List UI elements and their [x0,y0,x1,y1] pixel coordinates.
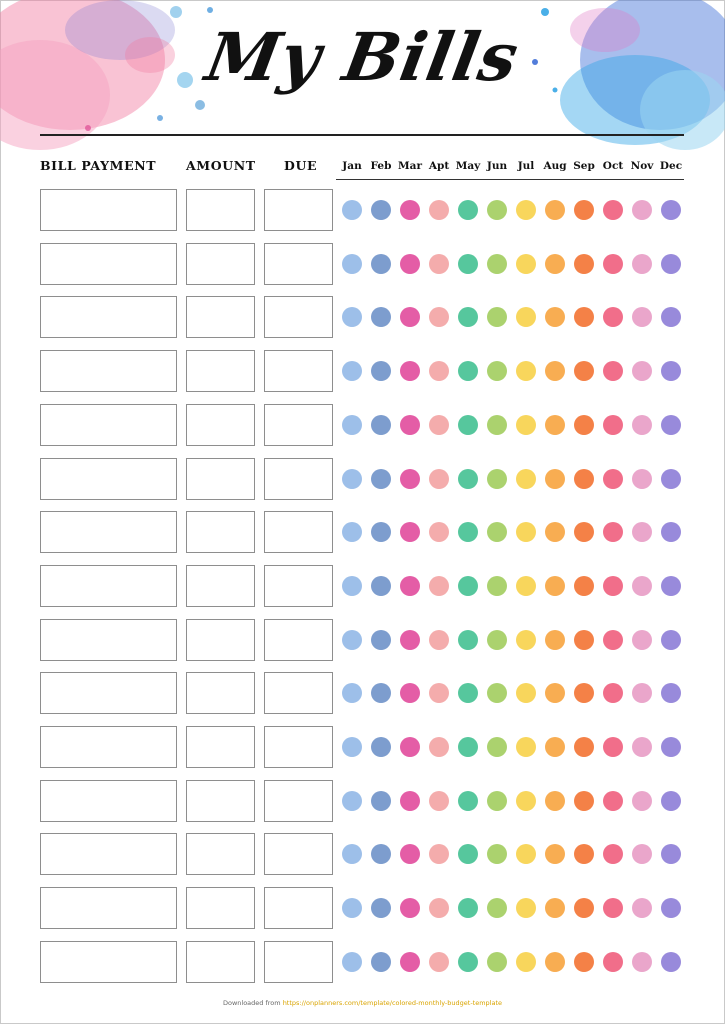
due-field[interactable] [264,672,333,714]
month-dot-may[interactable] [458,576,478,596]
month-dot-sep[interactable] [574,791,594,811]
month-dot-nov[interactable] [632,254,652,274]
month-dot-jan[interactable] [342,683,362,703]
month-dot-apt[interactable] [429,737,449,757]
month-dot-oct[interactable] [603,630,623,650]
month-dot-jul[interactable] [516,791,536,811]
month-dot-aug[interactable] [545,683,565,703]
month-dot-dec[interactable] [661,898,681,918]
column-headers [0,158,725,176]
month-dot-jun[interactable] [487,415,507,435]
month-header-mar: Mar [398,160,422,172]
amount-field[interactable] [186,511,255,553]
month-dot-oct[interactable] [603,200,623,220]
month-dot-apt[interactable] [429,898,449,918]
month-dot-feb[interactable] [371,683,391,703]
month-header-nov: Nov [630,160,654,172]
month-dot-sep[interactable] [574,522,594,542]
month-dot-nov[interactable] [632,415,652,435]
month-dot-mar[interactable] [400,791,420,811]
month-dot-mar[interactable] [400,361,420,381]
month-dot-aug[interactable] [545,791,565,811]
month-dot-feb[interactable] [371,361,391,381]
month-dot-apt[interactable] [429,522,449,542]
month-dot-aug[interactable] [545,469,565,489]
bill-row [0,725,725,771]
month-dot-jul[interactable] [516,898,536,918]
month-dot-mar[interactable] [400,844,420,864]
page-title: My Bills [200,18,525,96]
month-dot-jul[interactable] [516,952,536,972]
month-dot-feb[interactable] [371,737,391,757]
month-dot-feb[interactable] [371,791,391,811]
month-dot-mar[interactable] [400,683,420,703]
month-dot-jun[interactable] [487,361,507,381]
month-dot-nov[interactable] [632,737,652,757]
month-dot-oct[interactable] [603,791,623,811]
month-dot-jan[interactable] [342,254,362,274]
month-dot-jun[interactable] [487,952,507,972]
bill-row [0,457,725,503]
month-dot-dec[interactable] [661,683,681,703]
month-dot-sep[interactable] [574,737,594,757]
month-dot-oct[interactable] [603,469,623,489]
month-dot-jan[interactable] [342,630,362,650]
month-dot-feb[interactable] [371,952,391,972]
month-dot-sep[interactable] [574,952,594,972]
month-dot-sep[interactable] [574,469,594,489]
month-dot-may[interactable] [458,898,478,918]
due-field[interactable] [264,941,333,983]
month-dot-jul[interactable] [516,200,536,220]
month-dot-feb[interactable] [371,415,391,435]
bill-row [0,779,725,825]
month-dot-may[interactable] [458,469,478,489]
amount-field[interactable] [186,404,255,446]
month-dot-jul[interactable] [516,522,536,542]
bill-row [0,618,725,664]
month-dot-dec[interactable] [661,361,681,381]
month-dot-may[interactable] [458,630,478,650]
month-dot-aug[interactable] [545,361,565,381]
month-dot-aug[interactable] [545,254,565,274]
month-dot-may[interactable] [458,952,478,972]
bill-row [0,564,725,610]
month-dot-jan[interactable] [342,576,362,596]
month-dot-jun[interactable] [487,683,507,703]
month-dot-jun[interactable] [487,576,507,596]
bill-row [0,832,725,878]
month-dot-mar[interactable] [400,952,420,972]
month-dot-apt[interactable] [429,200,449,220]
month-dot-apt[interactable] [429,254,449,274]
month-header-may: May [455,160,481,172]
month-dot-sep[interactable] [574,200,594,220]
month-dot-aug[interactable] [545,630,565,650]
month-header-jan: Jan [342,160,362,172]
month-dot-jan[interactable] [342,200,362,220]
month-dot-dec[interactable] [661,952,681,972]
month-dot-apt[interactable] [429,415,449,435]
due-field[interactable] [264,780,333,822]
month-dot-may[interactable] [458,361,478,381]
month-dot-dec[interactable] [661,522,681,542]
month-dot-aug[interactable] [545,576,565,596]
month-dot-sep[interactable] [574,254,594,274]
month-dot-feb[interactable] [371,307,391,327]
month-dot-feb[interactable] [371,898,391,918]
month-dot-jan[interactable] [342,361,362,381]
month-dot-oct[interactable] [603,737,623,757]
due-field[interactable] [264,511,333,553]
due-field[interactable] [264,243,333,285]
month-dot-nov[interactable] [632,200,652,220]
month-dot-aug[interactable] [545,898,565,918]
month-dot-may[interactable] [458,683,478,703]
month-dot-aug[interactable] [545,844,565,864]
month-dot-nov[interactable] [632,361,652,381]
bill-payment-field[interactable] [40,941,177,983]
month-dot-dec[interactable] [661,254,681,274]
month-dot-nov[interactable] [632,307,652,327]
due-field[interactable] [264,565,333,607]
amount-field[interactable] [186,565,255,607]
month-dot-oct[interactable] [603,898,623,918]
bill-payment-field[interactable] [40,350,177,392]
month-dot-apt[interactable] [429,576,449,596]
bill-row [0,349,725,395]
month-dot-jun[interactable] [487,200,507,220]
amount-field[interactable] [186,726,255,768]
amount-field[interactable] [186,243,255,285]
month-dot-mar[interactable] [400,415,420,435]
amount-field[interactable] [186,296,255,338]
month-dot-dec[interactable] [661,307,681,327]
month-dot-apt[interactable] [429,469,449,489]
month-dot-oct[interactable] [603,415,623,435]
due-field[interactable] [264,189,333,231]
months-divider [336,179,684,180]
bill-row [0,242,725,288]
due-field[interactable] [264,726,333,768]
month-dot-mar[interactable] [400,254,420,274]
month-dot-nov[interactable] [632,630,652,650]
bill-payment-field[interactable] [40,672,177,714]
bill-payment-field[interactable] [40,726,177,768]
month-dot-mar[interactable] [400,898,420,918]
due-field[interactable] [264,887,333,929]
month-header-jul: Jul [517,160,535,172]
bill-payment-field[interactable] [40,511,177,553]
title-divider [40,134,684,136]
month-dot-jul[interactable] [516,307,536,327]
month-dot-oct[interactable] [603,576,623,596]
month-dot-jan[interactable] [342,791,362,811]
month-dot-may[interactable] [458,254,478,274]
month-dot-feb[interactable] [371,844,391,864]
month-dot-jul[interactable] [516,469,536,489]
bill-payment-field[interactable] [40,619,177,661]
bill-row [0,671,725,717]
month-dot-feb[interactable] [371,254,391,274]
month-dot-jan[interactable] [342,307,362,327]
month-dot-jan[interactable] [342,469,362,489]
month-dot-jan[interactable] [342,898,362,918]
month-dot-oct[interactable] [603,683,623,703]
bill-payment-field[interactable] [40,833,177,875]
amount-field[interactable] [186,887,255,929]
month-dot-apt[interactable] [429,844,449,864]
month-dot-dec[interactable] [661,737,681,757]
month-dot-jul[interactable] [516,415,536,435]
month-dot-dec[interactable] [661,630,681,650]
due-field[interactable] [264,350,333,392]
month-dot-nov[interactable] [632,844,652,864]
bill-payment-field[interactable] [40,458,177,500]
month-dot-sep[interactable] [574,844,594,864]
month-header-aug: Aug [543,160,567,172]
month-dot-sep[interactable] [574,630,594,650]
month-dot-apt[interactable] [429,791,449,811]
amount-field[interactable] [186,780,255,822]
month-dot-oct[interactable] [603,307,623,327]
month-dot-may[interactable] [458,415,478,435]
month-dot-jun[interactable] [487,254,507,274]
month-dot-jan[interactable] [342,415,362,435]
month-dot-oct[interactable] [603,952,623,972]
month-dot-dec[interactable] [661,469,681,489]
month-dot-apt[interactable] [429,361,449,381]
month-dot-may[interactable] [458,200,478,220]
month-dot-feb[interactable] [371,630,391,650]
month-dot-jun[interactable] [487,522,507,542]
month-dot-jul[interactable] [516,254,536,274]
month-dot-mar[interactable] [400,630,420,650]
month-dot-feb[interactable] [371,522,391,542]
due-field[interactable] [264,296,333,338]
month-dot-sep[interactable] [574,361,594,381]
header-bill-payment: BILL PAYMENT [40,158,157,173]
month-dot-feb[interactable] [371,469,391,489]
month-dot-aug[interactable] [545,522,565,542]
month-dot-mar[interactable] [400,469,420,489]
month-dot-aug[interactable] [545,307,565,327]
month-dot-nov[interactable] [632,791,652,811]
month-dot-jul[interactable] [516,737,536,757]
month-header-sep: Sep [573,160,595,172]
due-field[interactable] [264,404,333,446]
month-dot-apt[interactable] [429,307,449,327]
amount-field[interactable] [186,672,255,714]
bill-payment-field[interactable] [40,404,177,446]
footer-prefix: Downloaded from [222,999,281,1007]
bill-row [0,940,725,986]
amount-field[interactable] [186,458,255,500]
month-dot-oct[interactable] [603,522,623,542]
month-dot-dec[interactable] [661,415,681,435]
month-dot-may[interactable] [458,522,478,542]
amount-field[interactable] [186,941,255,983]
header-amount: AMOUNT [186,158,256,173]
amount-field[interactable] [186,619,255,661]
month-dot-feb[interactable] [371,576,391,596]
month-dot-jul[interactable] [516,361,536,381]
month-dot-mar[interactable] [400,576,420,596]
month-dot-jul[interactable] [516,683,536,703]
amount-field[interactable] [186,350,255,392]
footer [0,999,725,1007]
month-dot-apt[interactable] [429,630,449,650]
bill-payment-field[interactable] [40,887,177,929]
month-dot-may[interactable] [458,844,478,864]
month-dot-nov[interactable] [632,952,652,972]
bill-row [0,886,725,932]
header-due: DUE [284,158,318,173]
month-dot-nov[interactable] [632,522,652,542]
due-field[interactable] [264,833,333,875]
month-dot-mar[interactable] [400,200,420,220]
month-dot-jun[interactable] [487,307,507,327]
month-header-oct: Oct [602,160,624,172]
month-dot-sep[interactable] [574,576,594,596]
month-dot-dec[interactable] [661,200,681,220]
bill-row [0,403,725,449]
month-dot-mar[interactable] [400,522,420,542]
month-dot-jun[interactable] [487,737,507,757]
bill-row [0,510,725,556]
month-dot-oct[interactable] [603,844,623,864]
month-dot-nov[interactable] [632,576,652,596]
month-dot-aug[interactable] [545,200,565,220]
month-dot-jun[interactable] [487,630,507,650]
month-dot-may[interactable] [458,791,478,811]
bill-payment-field[interactable] [40,780,177,822]
month-dot-jun[interactable] [487,844,507,864]
amount-field[interactable] [186,833,255,875]
month-dot-mar[interactable] [400,307,420,327]
month-dot-aug[interactable] [545,415,565,435]
month-dot-jun[interactable] [487,898,507,918]
month-dot-jun[interactable] [487,469,507,489]
bill-payment-field[interactable] [40,243,177,285]
month-dot-dec[interactable] [661,791,681,811]
month-header-feb: Feb [370,160,392,172]
footer-link[interactable]: https://onplanners.com/template/colored-monthly-budget-template [282,999,503,1007]
month-dot-jan[interactable] [342,522,362,542]
month-dot-nov[interactable] [632,683,652,703]
month-dot-nov[interactable] [632,898,652,918]
month-dot-apt[interactable] [429,683,449,703]
month-dot-dec[interactable] [661,844,681,864]
month-dot-jul[interactable] [516,576,536,596]
bill-row [0,188,725,234]
month-header-dec: Dec [659,160,683,172]
month-dot-may[interactable] [458,737,478,757]
due-field[interactable] [264,458,333,500]
month-dot-jan[interactable] [342,952,362,972]
month-dot-sep[interactable] [574,898,594,918]
month-header-jun: Jun [486,160,508,172]
month-dot-jun[interactable] [487,791,507,811]
month-dot-nov[interactable] [632,469,652,489]
month-dot-oct[interactable] [603,254,623,274]
bill-payment-field[interactable] [40,189,177,231]
month-dot-dec[interactable] [661,576,681,596]
month-dot-feb[interactable] [371,200,391,220]
month-dot-sep[interactable] [574,307,594,327]
month-dot-sep[interactable] [574,415,594,435]
month-dot-sep[interactable] [574,683,594,703]
due-field[interactable] [264,619,333,661]
bill-payment-field[interactable] [40,296,177,338]
month-dot-jul[interactable] [516,844,536,864]
month-dot-aug[interactable] [545,952,565,972]
month-dot-may[interactable] [458,307,478,327]
month-dot-oct[interactable] [603,361,623,381]
month-dot-apt[interactable] [429,952,449,972]
bill-payment-field[interactable] [40,565,177,607]
month-dot-jan[interactable] [342,844,362,864]
month-dot-jul[interactable] [516,630,536,650]
month-dot-mar[interactable] [400,737,420,757]
month-dot-jan[interactable] [342,737,362,757]
bill-row [0,295,725,341]
amount-field[interactable] [186,189,255,231]
month-dot-aug[interactable] [545,737,565,757]
month-header-apt: Apt [428,160,450,172]
